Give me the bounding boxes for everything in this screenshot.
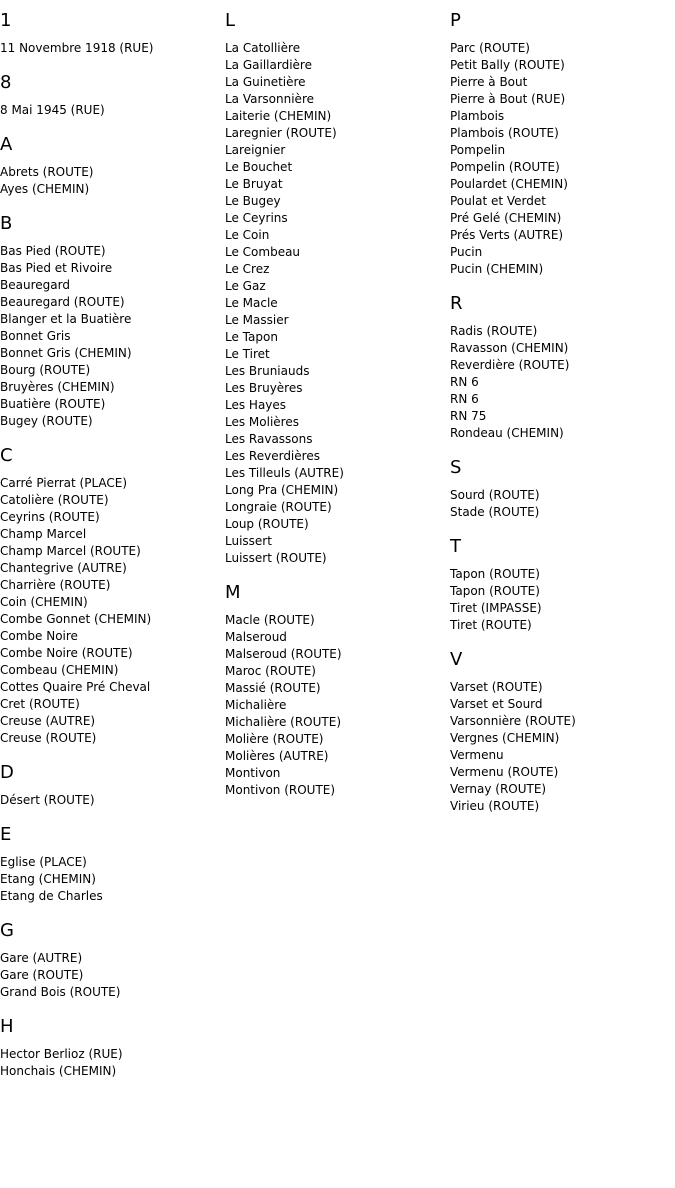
street-entry: RN 6 (450, 392, 479, 406)
street-entry: Stade (ROUTE) (450, 505, 540, 519)
letter-heading: T (450, 536, 461, 557)
street-entry: Sourd (ROUTE) (450, 488, 540, 502)
street-entry: Long Pra (CHEMIN) (225, 483, 339, 497)
letter-group-p (450, 10, 674, 278)
street-entry: Pompelin (ROUTE) (450, 160, 560, 174)
street-entry: Le Combeau (225, 245, 301, 259)
street-entry: Ravasson (CHEMIN) (450, 341, 569, 355)
street-entry: Le Massier (225, 313, 289, 327)
street-entry: Champ Marcel (ROUTE) (0, 544, 141, 558)
street-entry: Le Tiret (225, 347, 270, 361)
street-entry: Ayes (CHEMIN) (0, 182, 90, 196)
letter-group-8 (0, 72, 224, 119)
street-entry: Plambois (450, 109, 505, 123)
street-entry: Varset (ROUTE) (450, 680, 543, 694)
street-entry: RN 75 (450, 409, 487, 423)
street-entry: Bas Pied (ROUTE) (0, 244, 106, 258)
street-entry: Les Molières (225, 415, 299, 429)
street-list (450, 40, 674, 278)
letter-heading: 8 (0, 72, 12, 93)
letter-group-v (450, 649, 674, 815)
street-entry: Combeau (CHEMIN) (0, 663, 119, 677)
street-entry: Longraie (ROUTE) (225, 500, 332, 514)
street-entry: Gare (ROUTE) (0, 968, 84, 982)
letter-group-h (0, 1016, 224, 1080)
letter-heading: H (0, 1016, 14, 1037)
street-list (450, 566, 674, 634)
street-entry: Vermenu (ROUTE) (450, 765, 559, 779)
street-list (0, 164, 224, 198)
street-entry: Vermenu (450, 748, 504, 762)
street-entry: Etang de Charles (0, 889, 103, 903)
street-entry: Désert (ROUTE) (0, 793, 95, 807)
street-entry: Parc (ROUTE) (450, 41, 530, 55)
street-entry: Tapon (ROUTE) (450, 584, 540, 598)
letter-group-s (450, 457, 674, 521)
street-entry: Varsonnière (ROUTE) (450, 714, 576, 728)
street-entry: 11 Novembre 1918 (RUE) (0, 41, 154, 55)
street-entry: Carré Pierrat (PLACE) (0, 476, 128, 490)
street-entry: Gare (AUTRE) (0, 951, 83, 965)
street-list (0, 792, 224, 809)
street-entry: Poulat et Verdet (450, 194, 546, 208)
street-entry: Macle (ROUTE) (225, 613, 315, 627)
street-entry: Pierre à Bout (450, 75, 528, 89)
street-entry: Champ Marcel (0, 527, 87, 541)
street-list (0, 40, 224, 57)
street-list (225, 40, 449, 567)
street-entry: Charrière (ROUTE) (0, 578, 111, 592)
street-entry: Poulardet (CHEMIN) (450, 177, 568, 191)
street-entry: La Varsonnière (225, 92, 314, 106)
street-entry: Petit Bally (ROUTE) (450, 58, 565, 72)
street-entry: Varset et Sourd (450, 697, 543, 711)
street-entry: Buatière (ROUTE) (0, 397, 106, 411)
street-entry: Les Hayes (225, 398, 287, 412)
street-entry: Pucin (450, 245, 483, 259)
street-entry: Lareignier (225, 143, 286, 157)
street-entry: Pré Gelé (CHEMIN) (450, 211, 562, 225)
street-list (0, 1046, 224, 1080)
street-entry: Bas Pied et Rivoire (0, 261, 113, 275)
street-entry: Blanger et la Buatière (0, 312, 132, 326)
street-entry: Bonnet Gris (0, 329, 71, 343)
street-entry: Combe Noire (0, 629, 78, 643)
street-entry: Cret (ROUTE) (0, 697, 80, 711)
letter-heading: S (450, 457, 462, 478)
street-entry: Tiret (IMPASSE) (450, 601, 542, 615)
letter-group-m (225, 582, 449, 799)
street-entry: Molières (AUTRE) (225, 749, 329, 763)
street-entry: Le Bruyat (225, 177, 283, 191)
letter-group-a (0, 134, 224, 198)
street-list (450, 323, 674, 442)
street-list (0, 243, 224, 430)
street-entry: Rondeau (CHEMIN) (450, 426, 564, 440)
street-entry: Honchais (CHEMIN) (0, 1064, 117, 1078)
street-entry: Eglise (PLACE) (0, 855, 87, 869)
letter-heading: D (0, 762, 14, 783)
street-entry: Tapon (ROUTE) (450, 567, 540, 581)
street-entry: Les Bruniauds (225, 364, 310, 378)
letter-heading: B (0, 213, 13, 234)
letter-group-g (0, 920, 224, 1001)
street-entry: Bruyères (CHEMIN) (0, 380, 115, 394)
street-entry: Radis (ROUTE) (450, 324, 538, 338)
street-entry: Luissert (225, 534, 272, 548)
street-entry: Catolière (ROUTE) (0, 493, 109, 507)
letter-group-t (450, 536, 674, 634)
letter-heading: M (225, 582, 241, 603)
street-entry: La Gaillardière (225, 58, 312, 72)
letter-heading: R (450, 293, 463, 314)
letter-group-c (0, 445, 224, 747)
street-entry: Les Reverdières (225, 449, 320, 463)
street-entry: Grand Bois (ROUTE) (0, 985, 121, 999)
letter-group-1 (0, 10, 224, 57)
street-entry: Montivon (ROUTE) (225, 783, 336, 797)
street-entry: Chantegrive (AUTRE) (0, 561, 127, 575)
letter-heading: 1 (0, 10, 12, 31)
street-entry: Hector Berlioz (RUE) (0, 1047, 123, 1061)
street-entry: Le Tapon (225, 330, 278, 344)
street-entry: Les Tilleuls (AUTRE) (225, 466, 344, 480)
street-entry: Pucin (CHEMIN) (450, 262, 544, 276)
street-entry: Beauregard (0, 278, 70, 292)
index-column-2 (225, 10, 449, 799)
street-entry: Coin (CHEMIN) (0, 595, 88, 609)
street-entry: Creuse (AUTRE) (0, 714, 96, 728)
street-entry: Malseroud (225, 630, 287, 644)
street-entry: La Guinetière (225, 75, 306, 89)
street-entry: Massié (ROUTE) (225, 681, 321, 695)
street-entry: Montivon (225, 766, 281, 780)
street-entry: Le Ceyrins (225, 211, 288, 225)
street-entry: Bugey (ROUTE) (0, 414, 93, 428)
letter-group-d (0, 762, 224, 809)
street-entry: Virieu (ROUTE) (450, 799, 540, 813)
letter-group-l (225, 10, 449, 567)
street-entry: Malseroud (ROUTE) (225, 647, 342, 661)
street-entry: Luissert (ROUTE) (225, 551, 327, 565)
street-entry: Les Ravassons (225, 432, 313, 446)
street-entry: Combe Gonnet (CHEMIN) (0, 612, 152, 626)
street-entry: Vernay (ROUTE) (450, 782, 547, 796)
street-entry: Le Macle (225, 296, 278, 310)
street-entry: Creuse (ROUTE) (0, 731, 97, 745)
street-entry: Bonnet Gris (CHEMIN) (0, 346, 132, 360)
letter-heading: G (0, 920, 14, 941)
street-entry: 8 Mai 1945 (RUE) (0, 103, 105, 117)
street-entry: Maroc (ROUTE) (225, 664, 316, 678)
street-entry: Combe Noire (ROUTE) (0, 646, 133, 660)
street-entry: Michalière (ROUTE) (225, 715, 342, 729)
street-list (0, 950, 224, 1001)
street-list (0, 102, 224, 119)
street-entry: Etang (CHEMIN) (0, 872, 96, 886)
street-entry: RN 6 (450, 375, 479, 389)
street-entry: Bourg (ROUTE) (0, 363, 91, 377)
street-entry: Le Bugey (225, 194, 281, 208)
letter-heading: C (0, 445, 13, 466)
letter-group-e (0, 824, 224, 905)
street-entry: La Catollière (225, 41, 301, 55)
street-entry: Pierre à Bout (RUE) (450, 92, 566, 106)
street-entry: Plambois (ROUTE) (450, 126, 559, 140)
street-list (0, 475, 224, 747)
letter-group-r (450, 293, 674, 442)
street-entry: Le Bouchet (225, 160, 293, 174)
street-list (450, 679, 674, 815)
street-entry: Prés Verts (AUTRE) (450, 228, 564, 242)
index-column-1 (0, 10, 224, 1080)
street-list (0, 854, 224, 905)
street-entry: Loup (ROUTE) (225, 517, 309, 531)
letter-group-b (0, 213, 224, 430)
street-list (450, 487, 674, 521)
street-entry: Ceyrins (ROUTE) (0, 510, 100, 524)
street-entry: Les Bruyères (225, 381, 303, 395)
letter-heading: V (450, 649, 463, 670)
street-entry: Le Crez (225, 262, 270, 276)
street-entry: Pompelin (450, 143, 506, 157)
street-entry: Laregnier (ROUTE) (225, 126, 337, 140)
street-entry: Vergnes (CHEMIN) (450, 731, 560, 745)
street-entry: Laiterie (CHEMIN) (225, 109, 332, 123)
street-entry: Le Gaz (225, 279, 266, 293)
letter-heading: L (225, 10, 236, 31)
letter-heading: E (0, 824, 12, 845)
street-entry: Tiret (ROUTE) (450, 618, 532, 632)
street-entry: Cottes Quaire Pré Cheval (0, 680, 151, 694)
street-entry: Molière (ROUTE) (225, 732, 324, 746)
street-entry: Reverdière (ROUTE) (450, 358, 570, 372)
street-entry: Beauregard (ROUTE) (0, 295, 125, 309)
letter-heading: A (0, 134, 13, 155)
index-column-3 (450, 10, 674, 815)
street-list (225, 612, 449, 799)
street-entry: Abrets (ROUTE) (0, 165, 94, 179)
street-entry: Michalière (225, 698, 287, 712)
letter-heading: P (450, 10, 461, 31)
street-entry: Le Coin (225, 228, 270, 242)
